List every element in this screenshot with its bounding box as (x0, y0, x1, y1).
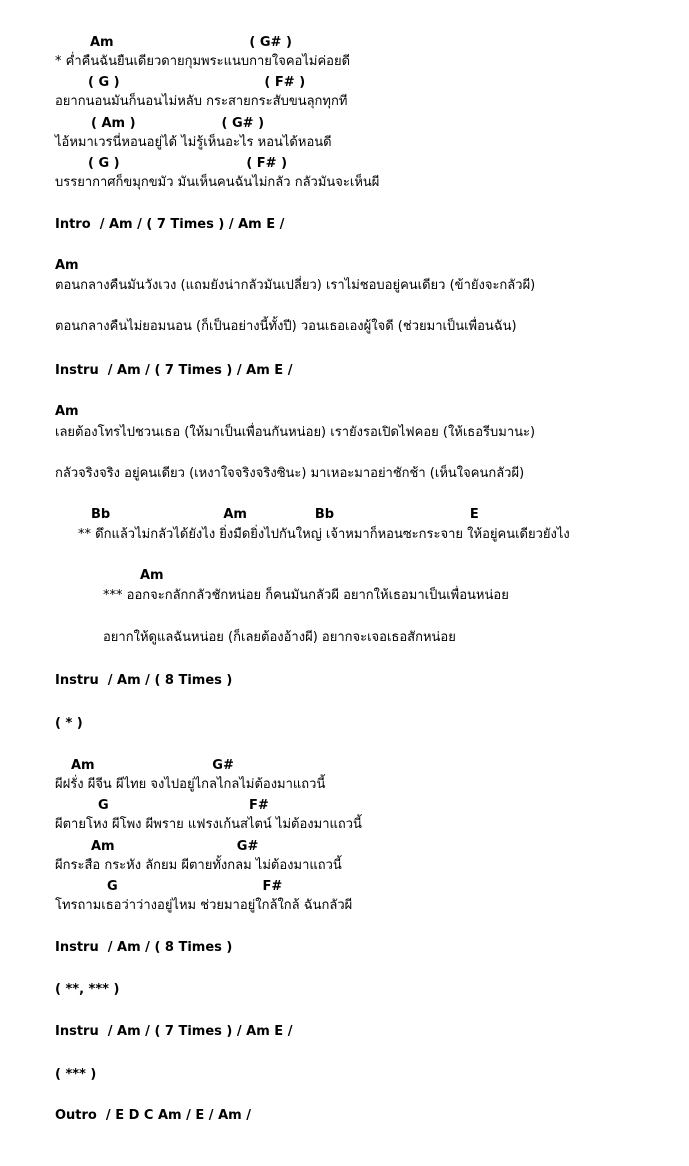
lyric-line: ** ดึกแล้วไม่กลัวได้ยังไง ยิ่งมืดยิ่งไปกันใหญ่ เจ้าหมาก็หอนซะกระจาย ให้อยู่คนเดียวยังไง (78, 527, 570, 542)
chord-line: ( G ) ( F# ) (88, 156, 288, 171)
chord-line: Am (140, 568, 164, 583)
lyric-line: เลยต้องโทรไปชวนเธอ (ให้มาเป็นเพื่อนกันหน่อย) เรายังรอเปิดไฟคอย (ให้เธอรีบมานะ) (55, 425, 536, 440)
chord-line: Bb Am Bb E (91, 507, 479, 522)
lyric-line: อยากให้ดูแลฉันหน่อย (ก็เลยต้องอ้างผี) อยากจะเจอเธอสักหน่อย (103, 630, 456, 645)
chord-line: Am ( G# ) (90, 35, 292, 50)
section-label: Instru / Am / ( 8 Times ) (55, 673, 233, 688)
lyric-line: ตอนกลางคืนมันวังเวง (แถมยังน่ากลัวมันเปลี่ยว) เราไม่ชอบอยู่คนเดียว (ข้ายังจะกลัวผี) (55, 278, 536, 293)
chord-line: G F# (107, 879, 283, 894)
section-label: ( *** ) (55, 1067, 97, 1082)
section-label: ( **, *** ) (55, 982, 120, 997)
lyric-line: โทรถามเธอว่าว่างอยู่ไหม ช่วยมาอยู่ใกล้ใกล้ ฉันกลัวผี (55, 898, 353, 913)
chord-line: Am (55, 404, 79, 419)
section-label: Instru / Am / ( 7 Times ) / Am E / (55, 1024, 293, 1039)
chord-line: Am (55, 258, 79, 273)
lyric-line: กลัวจริงจริง อยู่คนเดียว (เหงาใจจริงจริงซินะ) มาเหอะมาอย่าชักช้า (เห็นใจคนกลัวผี) (55, 466, 525, 481)
section-label: Instru / Am / ( 8 Times ) (55, 940, 233, 955)
section-label: Outro / E D C Am / E / Am / (55, 1108, 251, 1123)
lyric-line: ผีกระสือ กระหัง ลักยม ผีตายทั้งกลม ไม่ต้องมาแถวนี้ (55, 858, 342, 873)
chord-line: Am G# (91, 839, 259, 854)
chord-line: ( G ) ( F# ) (88, 75, 306, 90)
lyric-line: ตอนกลางคืนไม่ยอมนอน (ก็เป็นอย่างนี้ทั้งปี) วอนเธอเองผู้ใจดี (ช่วยมาเป็นเพื่อนฉัน) (55, 319, 517, 334)
section-label: Instru / Am / ( 7 Times ) / Am E / (55, 363, 293, 378)
section-label: Intro / Am / ( 7 Times ) / Am E / (55, 217, 285, 232)
chord-line: G F# (98, 798, 269, 813)
lyric-line: *** ออกจะกลักกลัวชักหน่อย ก็คนมันกลัวผี อยากให้เธอมาเป็นเพื่อนหน่อย (103, 588, 509, 603)
lyric-line: ผีฝรั่ง ผีจีน ผีไทย จงไปอยู่ไกลไกลไม่ต้องมาแถวนี้ (55, 777, 326, 792)
lyric-line: ไอ้หมาเวรนี่หอนอยู่ได้ ไม่รู้เห็นอะไร หอนได้หอนดี (55, 135, 332, 150)
lyric-line: อยากนอนมันก็นอนไม่หลับ กระสายกระสับขนลุกทุกที (55, 94, 348, 109)
lyric-line: * ค่ำคืนฉันยืนเดียวดายกุมพระแนบกายใจคอไม่ค่อยดี (55, 54, 351, 69)
lyric-line: ผีตายโหง ผีโพง ผีพราย แฟรงเก้นสไตน์ ไม่ต้องมาแถวนี้ (55, 817, 362, 832)
chord-line: Am G# (71, 758, 234, 773)
lyric-line: บรรยากาศก็ขมุกขมัว มันเห็นคนฉันไม่กลัว กลัวมันจะเห็นผี (55, 175, 380, 190)
chord-line: ( Am ) ( G# ) (91, 116, 265, 131)
section-label: ( * ) (55, 716, 83, 731)
